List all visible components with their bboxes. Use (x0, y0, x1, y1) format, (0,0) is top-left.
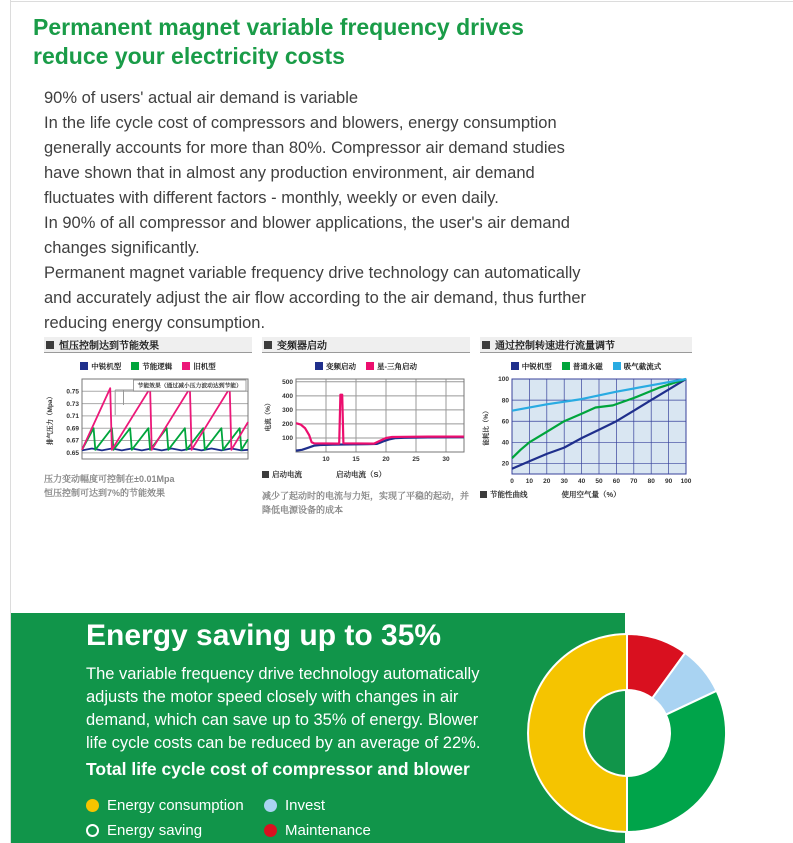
intro-line: In 90% of all compressor and blower applications, the user's air demand (44, 214, 570, 232)
legend-item-energy-consumption (86, 793, 264, 818)
legend-swatch-icon (366, 362, 374, 370)
panel-caption (262, 489, 470, 517)
legend-swatch-icon (562, 362, 570, 370)
legend-label: Energy consumption (107, 797, 244, 814)
svg-text:40: 40 (577, 478, 586, 485)
legend-swatch-icon (80, 362, 88, 370)
intro-line: 90% of users' actual air demand is variable (44, 89, 359, 107)
square-bullet-icon (480, 491, 487, 498)
chart-note-label: 节能性曲线 (490, 490, 528, 499)
svg-text:0.75: 0.75 (66, 388, 79, 396)
x-axis-label: 启动电流（S） (336, 470, 387, 479)
legend-label: Maintenance (285, 822, 371, 839)
svg-text:50: 50 (595, 478, 603, 485)
legend-label: 星-三角启动 (377, 361, 417, 371)
svg-text:80: 80 (501, 397, 509, 405)
svg-text:100: 100 (498, 376, 509, 384)
legend-item-invest (264, 793, 371, 818)
caption-line: 减少了起动时的电流与力矩，实现了平稳的起动，并降低电源设备的成本 (262, 491, 470, 515)
legend-label: 普通永磁 (572, 361, 603, 371)
svg-text:60: 60 (501, 418, 509, 426)
svg-text:电流（%）: 电流（%） (265, 399, 272, 432)
svg-text:0: 0 (510, 478, 514, 485)
caption-line: 恒压控制可达到7%的节能效果 (44, 488, 166, 498)
svg-text:节能效果（通过减小压力波动达到节能）: 节能效果（通过减小压力波动达到节能） (137, 383, 242, 390)
legend-swatch-icon (511, 362, 519, 370)
svg-text:能耗比（%）: 能耗比（%） (483, 407, 490, 446)
pressure-control-chart (44, 375, 252, 463)
legend-item (562, 360, 603, 372)
life-cycle-cost-donut-chart (505, 615, 755, 843)
outline-circle-icon (86, 824, 99, 837)
panel-title: 变频器启动 (277, 341, 327, 352)
legend-item (613, 360, 662, 372)
legend-label: 节能逻辑 (142, 361, 173, 371)
chart-footer-row (480, 489, 692, 500)
x-axis-label: 使用空气量（%） (561, 490, 621, 499)
svg-text:排气压力（Mpa）: 排气压力（Mpa） (47, 393, 54, 445)
legend-item (315, 360, 356, 372)
chart-legend (262, 360, 470, 372)
legend-swatch-icon (131, 362, 139, 370)
yellow-dot-icon (86, 799, 99, 812)
banner-headline: Energy saving up to 35% (86, 619, 442, 652)
intro-paragraph (44, 86, 586, 336)
intro-line: changes significantly. (44, 239, 200, 257)
svg-text:0.65: 0.65 (66, 450, 79, 458)
legend-swatch-icon (613, 362, 621, 370)
svg-text:0.67: 0.67 (66, 437, 79, 445)
legend-label: 吸气截流式 (623, 361, 662, 371)
legend-item (182, 360, 216, 372)
svg-text:300: 300 (282, 407, 293, 415)
red-dot-icon (264, 824, 277, 837)
svg-text:15: 15 (352, 456, 360, 463)
legend-label: Invest (285, 797, 326, 814)
banner-body (86, 663, 480, 755)
square-bullet-icon (264, 341, 272, 349)
chart-note (480, 489, 528, 500)
svg-text:30: 30 (560, 478, 568, 485)
svg-text:25: 25 (412, 456, 420, 463)
svg-text:20: 20 (543, 478, 551, 485)
inverter-start-chart (262, 375, 470, 467)
chart-legend (480, 360, 692, 372)
svg-text:90: 90 (664, 478, 673, 485)
intro-line: and accurately adjust the air flow according to the air demand, thus further (44, 289, 587, 307)
chart-panel-inverter-start (262, 337, 470, 517)
svg-text:0.69: 0.69 (66, 425, 79, 433)
svg-text:200: 200 (282, 421, 293, 429)
panel-title: 恒压控制达到节能效果 (59, 341, 159, 352)
banner-body-line: The variable frequency drive technology automatically (86, 665, 480, 683)
square-bullet-icon (262, 471, 269, 478)
svg-text:80: 80 (647, 478, 655, 485)
svg-text:20: 20 (501, 460, 509, 468)
panel-header (480, 337, 692, 353)
intro-line: Permanent magnet variable frequency drive technology can automatically (44, 264, 581, 282)
legend-label: 中锐机型 (521, 361, 552, 371)
panel-header (262, 337, 470, 353)
square-bullet-icon (46, 341, 54, 349)
chart-note (262, 469, 302, 480)
flow-regulation-chart (480, 375, 692, 487)
blue-dot-icon (264, 799, 277, 812)
legend-item (131, 360, 172, 372)
banner-subhead: Total life cycle cost of compressor and blower (86, 759, 470, 779)
legend-label: 变频启动 (326, 361, 356, 371)
caption-line: 压力变动幅度可控制在±0.01Mpa (44, 474, 175, 484)
intro-line: have shown that in almost any production environment, air demand (44, 164, 535, 182)
svg-text:100: 100 (282, 435, 293, 443)
legend-item (80, 360, 121, 372)
legend-label: 中锐机型 (91, 361, 122, 371)
legend-item (366, 360, 417, 372)
svg-text:10: 10 (322, 456, 330, 463)
intro-line: fluctuates with different factors - monthly, weekly or even daily. (44, 189, 499, 207)
legend-item (511, 360, 552, 372)
svg-text:10: 10 (525, 478, 534, 485)
svg-text:0.73: 0.73 (66, 400, 79, 408)
panel-caption (44, 472, 252, 500)
banner-body-line: demand, which can save up to 35% of energy. Blower (86, 711, 479, 729)
legend-label: Energy saving (107, 822, 203, 839)
chart-note-label: 启动电流 (272, 470, 302, 479)
svg-text:500: 500 (282, 379, 293, 387)
legend-item-maintenance (264, 818, 371, 843)
svg-text:40: 40 (501, 439, 509, 447)
banner-body-line: adjusts the motor speed closely with changes in air (86, 688, 459, 706)
svg-text:20: 20 (382, 456, 390, 463)
panel-title: 通过控制转速进行流量调节 (495, 341, 615, 352)
banner-body-line: life cycle costs can be reduced by an average of 22%. (86, 734, 481, 752)
svg-text:100: 100 (680, 478, 692, 485)
page-title-line2: reduce your electricity costs (33, 43, 345, 69)
page-title-line1: Permanent magnet variable frequency drives (33, 14, 524, 40)
page-title (33, 13, 524, 71)
legend-label: 旧机型 (193, 361, 216, 371)
page-edge-top (10, 1, 793, 2)
svg-text:30: 30 (442, 456, 450, 463)
svg-text:0.71: 0.71 (66, 413, 79, 421)
legend-swatch-icon (315, 362, 323, 370)
svg-text:400: 400 (282, 393, 293, 401)
svg-text:60: 60 (612, 478, 621, 485)
legend-swatch-icon (182, 362, 190, 370)
chart-footer-row (262, 469, 470, 480)
chart-panel-flow-regulation (480, 337, 692, 500)
square-bullet-icon (482, 341, 490, 349)
intro-line: In the life cycle cost of compressors and blowers, energy consumption (44, 114, 557, 132)
chart-legend (44, 360, 252, 372)
intro-line: reducing energy consumption. (44, 314, 266, 332)
banner-legend (86, 793, 371, 843)
panel-header (44, 337, 252, 353)
chart-panel-pressure-control (44, 337, 252, 500)
intro-line: generally accounts for more than 80%. Compressor air demand studies (44, 139, 565, 157)
legend-item-energy-saving (86, 818, 264, 843)
svg-text:70: 70 (630, 478, 638, 485)
